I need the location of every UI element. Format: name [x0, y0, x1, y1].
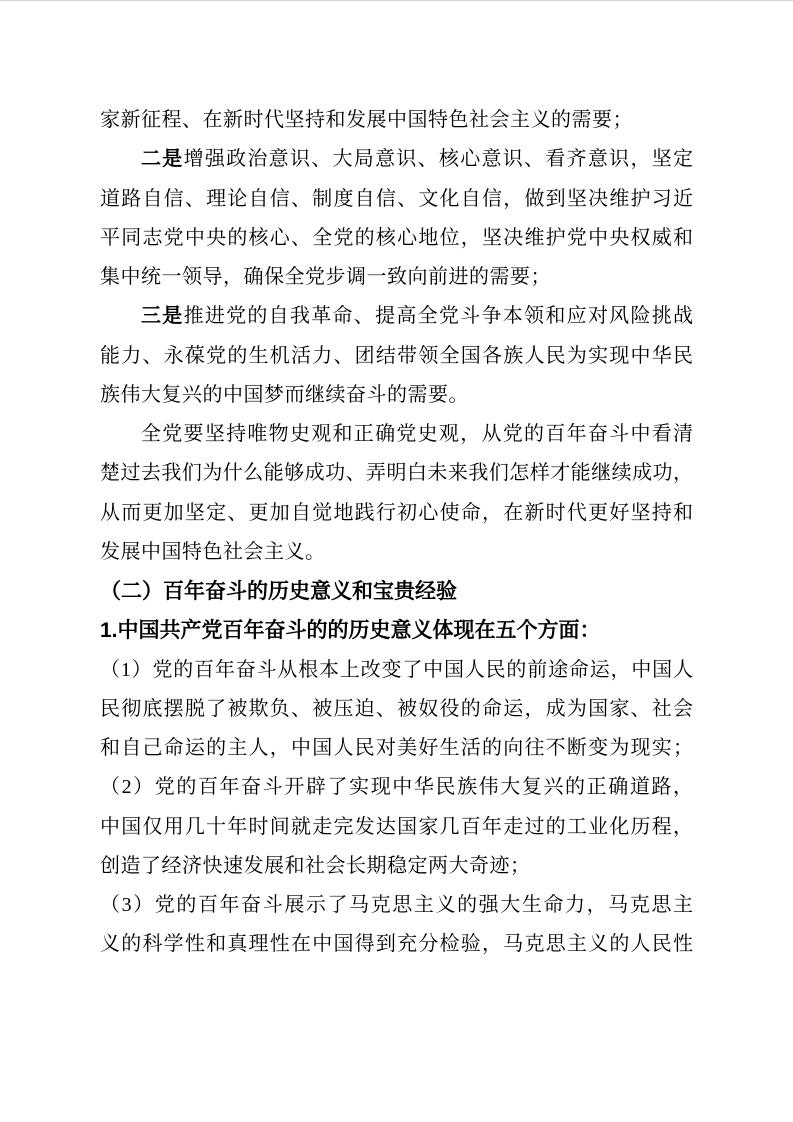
body-line: 集中统一领导，确保全党步调一致向前进的需要；: [100, 266, 551, 288]
body-line: 能力、永葆党的生机活力、团结带领全国各族人民为实现中华民: [100, 344, 693, 367]
text-block: [100, 101, 693, 965]
subsection-heading: 1.中国共产党百年奋斗的的历史意义体现在五个方面：: [100, 619, 601, 643]
body-line: 家新征程、在新时代坚持和发展中国特色社会主义的需要；: [100, 109, 633, 131]
body-line: 中国仅用几十年时间就走完发达国家几百年走过的工业化历程，: [100, 815, 693, 838]
body-line-text: 推进党的自我革命、提高全党斗争本领和应对风险挑战: [183, 305, 694, 328]
bold-lead: 二是: [141, 148, 184, 171]
body-line: （3）党的百年奋斗展示了马克思主义的强大生命力，马克思主: [100, 894, 693, 916]
body-line: （1）党的百年奋斗从根本上改变了中国人民的前途命运，中国人: [100, 658, 693, 681]
body-line: 全党要坚持唯物史观和正确党史观，从党的百年奋斗中看清: [141, 423, 693, 445]
body-line: 发展中国特色社会主义。: [100, 540, 326, 563]
body-line: 平同志党中央的核心、全党的核心地位，坚决维护党中央权威和: [100, 226, 693, 249]
body-line: 族伟大复兴的中国梦而继续奋斗的需要。: [100, 383, 469, 406]
body-line: 从而更加坚定、更加自觉地践行初心使命，在新时代更好坚持和: [100, 501, 693, 524]
body-line: 楚过去我们为什么能够成功、弄明白未来我们怎样才能继续成功，: [100, 462, 693, 485]
body-line-text: 增强政治意识、大局意识、核心意识、看齐意识，坚定: [183, 148, 694, 171]
body-line: （2）党的百年奋斗开辟了实现中华民族伟大复兴的正确道路，: [100, 776, 693, 799]
body-line: [100, 297, 693, 336]
body-line: 和自己命运的主人，中国人民对美好生活的向往不断变为现实；: [100, 737, 693, 759]
body-line: 民彻底摆脱了被欺负、被压迫、被奴役的命运，成为国家、社会: [100, 697, 693, 720]
body-line: 创造了经济快速发展和社会长期稳定两大奇迹；: [100, 854, 531, 877]
body-line: [100, 140, 693, 179]
section-heading: （二）百年奋斗的历史意义和宝贵经验: [100, 580, 457, 603]
body-line: 道路自信、理论自信、制度自信、文化自信，做到坚决维护习近: [100, 187, 693, 210]
body-line: 义的科学性和真理性在中国得到充分检验，马克思主义的人民性: [100, 933, 693, 956]
bold-lead: 三是: [141, 305, 184, 328]
